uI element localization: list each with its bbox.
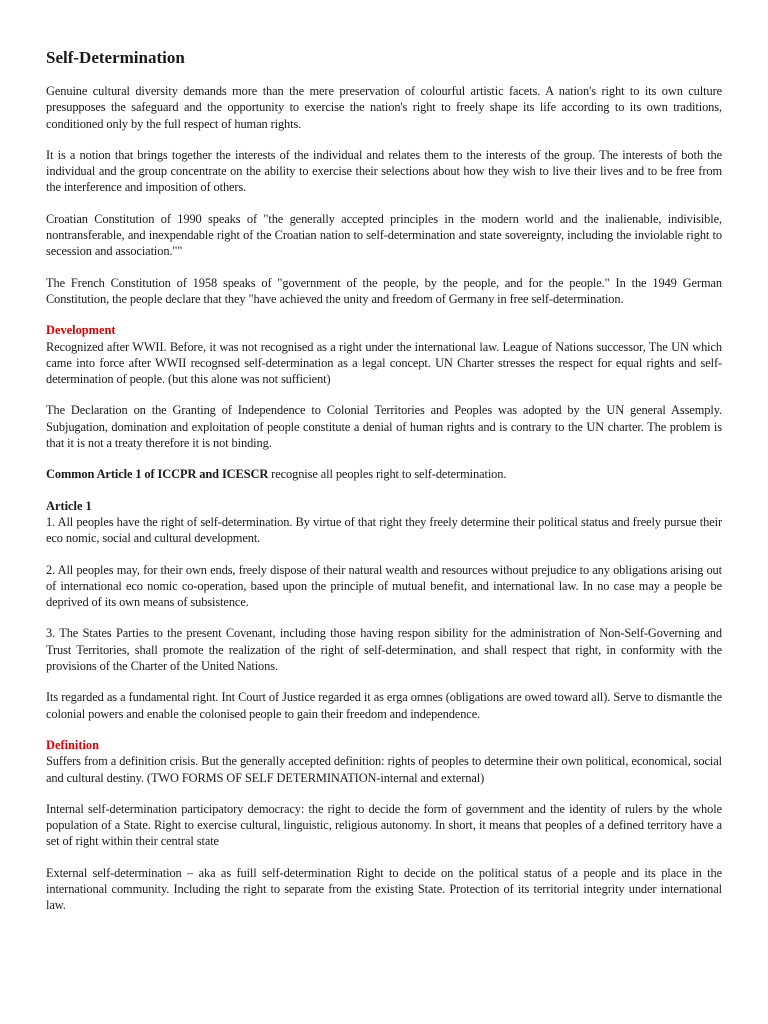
article1-paragraph-1: 1. All peoples have the right of self-determination. By virtue of that right they freely determine their political status and freely pursue their eco nomic, social and cultural development. [46, 514, 722, 546]
definition-heading: Definition [46, 737, 100, 752]
definition-paragraph-3: External self-determination – aka as fuill self-determination Right to decide on the political status of a people and its place in the international community. Including the right to separate from the existing State. Protection of its territorial integrity under international law. [46, 865, 722, 913]
article1-paragraph-4: Its regarded as a fundamental right. Int Court of Justice regarded it as erga omnes (obligations are owed toward all). Serve to dismantle the colonial powers and enable the colonised people to gain their freedom and independence. [46, 690, 722, 721]
common-article-bold: Common Article 1 of ICCPR and ICESCR [46, 467, 269, 482]
intro-paragraph-4: The French Constitution of 1958 speaks of "government of the people, by the people, and for the people." In the 1949 German Constitution, the people declare that they "have achieved the unity and freedom of Germany in free self-determination. [46, 275, 722, 306]
development-heading: Development [46, 323, 116, 338]
common-article-paragraph [46, 466, 722, 482]
intro-paragraph-2: It is a notion that brings together the interests of the individual and relates them to the interests of the group. The interests of both the individual and the group concentrate on the ability to exercise their selections about how they wish to live their lives and to be free from the interference and imposition of others. [46, 147, 722, 195]
development-section [46, 322, 722, 387]
definition-paragraph-1: Suffers from a definition crisis. But the generally accepted definition: rights of peoples to determine their own political, economical, social and cultural destiny. (TWO FORMS OF SELF DETERMINATION-internal and external) [46, 754, 722, 785]
definition-paragraph-2: Internal self-determination participatory democracy: the right to decide the form of government and the identity of rulers by the whole population of a State. Right to exercise cultural, linguistic, religious autonomy. In short, it means that peoples of a defined territory have a set of right within their central state [46, 801, 722, 849]
common-article-rest: recognise all peoples right to self-determination. [268, 467, 507, 482]
intro-paragraph-3: Croatian Constitution of 1990 speaks of "the generally accepted principles in the modern world and the inalienable, indivisible, nontransferable, and inexpendable right of the Croatian nation to self-determination and state sovereignty, including the inviolable right to secession and association."" [46, 211, 722, 259]
article1-section [46, 498, 722, 547]
article1-paragraph-2: 2. All peoples may, for their own ends, freely dispose of their natural wealth and resources without prejudice to any obligations arising out of international eco nomic co-operation, based upon the principle of mutual benefit, and international law. In no case may a people be deprived of its own means of subsistence. [46, 562, 722, 610]
definition-section [46, 737, 722, 786]
intro-paragraph-1: Genuine cultural diversity demands more than the mere preservation of colourful artistic facets. A nation's right to its own culture presupposes the safeguard and the opportunity to exercise the nation's right to freely shape its life according to its own traditions, conditioned only by the full respect of human rights. [46, 84, 722, 131]
development-paragraph-2: The Declaration on the Granting of Independence to Colonial Territories and Peoples was adopted by the UN general Assemply. Subjugation, domination and exploitation of people constitute a denial of human rights and is contrary to the UN charter. The problem is that it is not a treaty therefore it is not binding. [46, 403, 722, 451]
article1-paragraph-3: 3. The States Parties to the present Covenant, including those having respon sibility for the administration of Non-Self-Governing and Trust Territories, shall promote the realization of the right of self-determination, and shall respect that right, in conformity with the provisions of the Charter of the United Nations. [46, 626, 722, 674]
article1-heading: Article 1 [46, 498, 92, 513]
page-title: Self-Determination [46, 48, 185, 67]
development-paragraph-1: Recognized after WWII. Before, it was not recognised as a right under the international law. League of Nations successor, The UN which came into force after WWII recognsed self-determination as a legal concept. UN Charter stresses the respect for equal rights and self-determination of people. (but this alone was not sufficient) [46, 339, 722, 387]
